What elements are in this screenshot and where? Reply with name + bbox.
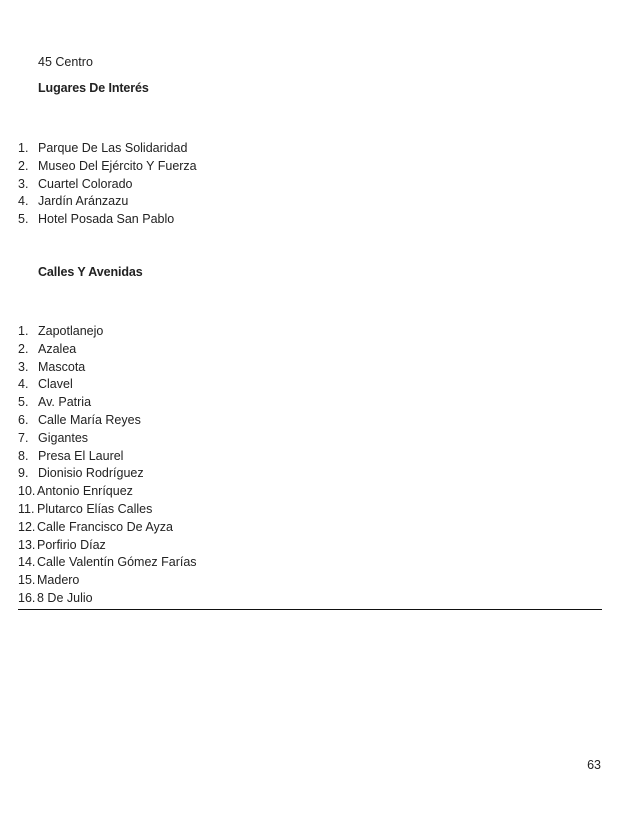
list-text: Mascota <box>38 359 86 374</box>
streets-heading: Calles Y Avenidas <box>38 265 143 279</box>
places-list <box>18 140 197 229</box>
list-text: Plutarco Elías Calles <box>37 501 153 516</box>
list-text: Dionisio Rodríguez <box>38 466 144 481</box>
list-item <box>18 590 197 608</box>
list-text: Av. Patria <box>38 395 92 410</box>
list-number: 11. <box>18 501 35 516</box>
list-number: 5. <box>18 212 29 227</box>
list-number: 2. <box>18 341 29 356</box>
list-item <box>18 394 197 412</box>
list-number: 1. <box>18 324 29 338</box>
list-number: 12. <box>18 519 36 534</box>
list-number: 5. <box>18 395 29 410</box>
list-item <box>18 341 197 359</box>
list-number: 3. <box>18 359 29 374</box>
list-text: Parque De Las Solidaridad <box>38 141 188 155</box>
list-item <box>18 376 197 394</box>
list-number: 15. <box>18 573 36 588</box>
list-number: 6. <box>18 412 29 427</box>
list-text: Calle María Reyes <box>38 412 141 427</box>
list-text: Calle Valentín Gómez Farías <box>37 555 197 570</box>
list-number: 8. <box>18 448 29 463</box>
list-text: Antonio Enríquez <box>37 484 133 499</box>
list-item <box>18 211 197 229</box>
list-item <box>18 572 197 590</box>
list-text: Porfirio Díaz <box>37 537 106 552</box>
places-heading: Lugares De Interés <box>38 81 149 95</box>
streets-list <box>18 323 197 608</box>
list-item <box>18 448 197 466</box>
list-text: Museo Del Ejército Y Fuerza <box>38 158 197 173</box>
list-item <box>18 537 197 555</box>
list-item <box>18 554 197 572</box>
horizontal-rule <box>18 609 602 610</box>
list-number: 13. <box>18 537 36 552</box>
list-text: Zapotlanejo <box>38 324 104 338</box>
list-number: 10. <box>18 484 36 499</box>
list-text: Clavel <box>38 377 73 392</box>
list-item <box>18 430 197 448</box>
list-text: Madero <box>37 573 80 588</box>
list-item <box>18 193 197 211</box>
list-number: 2. <box>18 158 29 173</box>
list-number: 14. <box>18 555 36 570</box>
page-number: 63 <box>587 758 601 772</box>
address-line: 45 Centro <box>38 55 93 69</box>
list-item <box>18 176 197 194</box>
list-text: 8 De Julio <box>37 590 93 605</box>
list-text: Azalea <box>38 341 77 356</box>
list-text: Hotel Posada San Pablo <box>38 212 175 227</box>
list-text: Cuartel Colorado <box>38 176 133 191</box>
list-item <box>18 501 197 519</box>
list-item <box>18 158 197 176</box>
list-number: 16. <box>18 590 36 605</box>
list-number: 3. <box>18 176 29 191</box>
list-item <box>18 483 197 501</box>
list-text: Presa El Laurel <box>38 448 124 463</box>
list-number: 7. <box>18 430 29 445</box>
list-text: Gigantes <box>38 430 89 445</box>
list-text: Calle Francisco De Ayza <box>37 519 173 534</box>
list-item <box>18 140 197 158</box>
list-number: 9. <box>18 466 29 481</box>
list-item <box>18 465 197 483</box>
list-item <box>18 323 197 341</box>
list-text: Jardín Aránzazu <box>38 194 129 209</box>
list-item <box>18 359 197 377</box>
list-item <box>18 519 197 537</box>
list-number: 1. <box>18 141 29 155</box>
list-number: 4. <box>18 377 29 392</box>
list-item <box>18 412 197 430</box>
list-number: 4. <box>18 194 29 209</box>
